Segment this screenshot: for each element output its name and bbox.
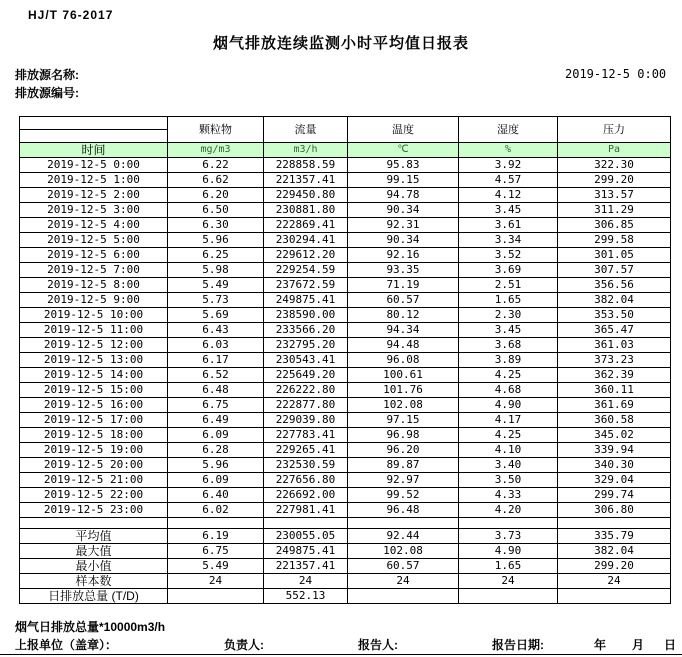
cell-value: 329.04 bbox=[558, 473, 671, 488]
summary-row bbox=[20, 544, 671, 559]
source-code-label: 排放源编号: bbox=[15, 86, 79, 100]
cell-value: 4.25 bbox=[459, 368, 558, 383]
summary-value: 1.65 bbox=[459, 559, 558, 574]
cell-value: 4.17 bbox=[459, 413, 558, 428]
cell-value: 227783.41 bbox=[264, 428, 348, 443]
summary-row bbox=[20, 529, 671, 544]
table-row bbox=[20, 383, 671, 398]
cell-value: 3.61 bbox=[459, 218, 558, 233]
spacer-cell bbox=[20, 518, 168, 529]
unit-pressure: Pa bbox=[558, 143, 671, 158]
time-header: 时间 bbox=[20, 143, 168, 158]
cell-value: 6.43 bbox=[168, 323, 264, 338]
cell-value: 306.80 bbox=[558, 503, 671, 518]
cell-value: 361.03 bbox=[558, 338, 671, 353]
table-row bbox=[20, 188, 671, 203]
cell-value: 99.15 bbox=[348, 173, 459, 188]
summary-value: 5.49 bbox=[168, 559, 264, 574]
cell-value: 80.12 bbox=[348, 308, 459, 323]
report-unit-label: 上报单位（盖章）： bbox=[15, 638, 118, 652]
unit-flow: m3/h bbox=[264, 143, 348, 158]
cell-value: 97.15 bbox=[348, 413, 459, 428]
row-time: 2019-12-5 9:00 bbox=[20, 293, 168, 308]
cell-value: 6.20 bbox=[168, 188, 264, 203]
summary-value: 4.90 bbox=[459, 544, 558, 559]
cell-value: 6.28 bbox=[168, 443, 264, 458]
cell-value: 99.52 bbox=[348, 488, 459, 503]
cell-value: 6.17 bbox=[168, 353, 264, 368]
row-time: 2019-12-5 5:00 bbox=[20, 233, 168, 248]
summary-row bbox=[20, 574, 671, 589]
table-row bbox=[20, 263, 671, 278]
standard-code: HJ/T 76-2017 bbox=[28, 8, 114, 22]
cell-value: 101.76 bbox=[348, 383, 459, 398]
time-header-bottom-cell bbox=[20, 130, 168, 143]
cell-value: 3.68 bbox=[459, 338, 558, 353]
cell-value: 5.98 bbox=[168, 263, 264, 278]
cell-value: 96.98 bbox=[348, 428, 459, 443]
cell-value: 233566.20 bbox=[264, 323, 348, 338]
cell-value: 5.49 bbox=[168, 278, 264, 293]
row-time: 2019-12-5 17:00 bbox=[20, 413, 168, 428]
cell-value: 3.34 bbox=[459, 233, 558, 248]
summary-value bbox=[168, 589, 264, 604]
cell-value: 228858.59 bbox=[264, 158, 348, 173]
cell-value: 60.57 bbox=[348, 293, 459, 308]
cell-value: 299.58 bbox=[558, 233, 671, 248]
row-time: 2019-12-5 19:00 bbox=[20, 443, 168, 458]
row-time: 2019-12-5 2:00 bbox=[20, 188, 168, 203]
cell-value: 4.68 bbox=[459, 383, 558, 398]
cell-value: 356.56 bbox=[558, 278, 671, 293]
table-row bbox=[20, 308, 671, 323]
cell-value: 90.34 bbox=[348, 233, 459, 248]
cell-value: 229612.20 bbox=[264, 248, 348, 263]
report-title: 烟气排放连续监测小时平均值日报表 bbox=[212, 35, 469, 52]
cell-value: 6.49 bbox=[168, 413, 264, 428]
summary-value: 60.57 bbox=[348, 559, 459, 574]
cell-value: 93.35 bbox=[348, 263, 459, 278]
summary-label: 日排放总量 (T/D) bbox=[20, 589, 168, 604]
summary-value: 24 bbox=[459, 574, 558, 589]
table-row bbox=[20, 233, 671, 248]
table-row bbox=[20, 218, 671, 233]
spacer-cell bbox=[558, 518, 671, 529]
cell-value: 360.11 bbox=[558, 383, 671, 398]
cell-value: 238590.00 bbox=[264, 308, 348, 323]
table-row bbox=[20, 368, 671, 383]
cell-value: 230543.41 bbox=[264, 353, 348, 368]
cell-value: 299.20 bbox=[558, 173, 671, 188]
summary-label: 样本数 bbox=[20, 574, 168, 589]
cell-value: 226222.80 bbox=[264, 383, 348, 398]
bottom-rule bbox=[0, 654, 682, 655]
summary-value bbox=[558, 589, 671, 604]
row-time: 2019-12-5 10:00 bbox=[20, 308, 168, 323]
row-time: 2019-12-5 20:00 bbox=[20, 458, 168, 473]
cell-value: 95.83 bbox=[348, 158, 459, 173]
row-time: 2019-12-5 21:00 bbox=[20, 473, 168, 488]
cell-value: 3.50 bbox=[459, 473, 558, 488]
cell-value: 229265.41 bbox=[264, 443, 348, 458]
table-row bbox=[20, 323, 671, 338]
month-label: 月 bbox=[632, 638, 645, 652]
table-body bbox=[20, 158, 671, 604]
cell-value: 3.45 bbox=[459, 323, 558, 338]
cell-value: 225649.20 bbox=[264, 368, 348, 383]
cell-value: 4.90 bbox=[459, 398, 558, 413]
cell-value: 6.48 bbox=[168, 383, 264, 398]
cell-value: 3.69 bbox=[459, 263, 558, 278]
cell-value: 362.39 bbox=[558, 368, 671, 383]
table-row bbox=[20, 278, 671, 293]
table-row bbox=[20, 488, 671, 503]
summary-value: 221357.41 bbox=[264, 559, 348, 574]
table-row bbox=[20, 248, 671, 263]
cell-value: 92.97 bbox=[348, 473, 459, 488]
summary-value: 335.79 bbox=[558, 529, 671, 544]
row-time: 2019-12-5 11:00 bbox=[20, 323, 168, 338]
cell-value: 345.02 bbox=[558, 428, 671, 443]
spacer-cell bbox=[348, 518, 459, 529]
summary-value bbox=[459, 589, 558, 604]
cell-value: 4.12 bbox=[459, 188, 558, 203]
cell-value: 71.19 bbox=[348, 278, 459, 293]
cell-value: 340.30 bbox=[558, 458, 671, 473]
summary-value: 24 bbox=[348, 574, 459, 589]
summary-value: 230055.05 bbox=[264, 529, 348, 544]
column-header-temperature: 温度 bbox=[348, 117, 459, 143]
report-datetime: 2019-12-5 0:00 bbox=[565, 67, 667, 81]
time-header-top-cell bbox=[20, 117, 168, 130]
summary-value: 92.44 bbox=[348, 529, 459, 544]
cell-value: 6.50 bbox=[168, 203, 264, 218]
summary-value: 552.13 bbox=[264, 589, 348, 604]
cell-value: 306.85 bbox=[558, 218, 671, 233]
row-time: 2019-12-5 16:00 bbox=[20, 398, 168, 413]
cell-value: 3.45 bbox=[459, 203, 558, 218]
summary-value: 24 bbox=[558, 574, 671, 589]
table-row bbox=[20, 338, 671, 353]
cell-value: 307.57 bbox=[558, 263, 671, 278]
unit-row bbox=[20, 143, 671, 158]
summary-value: 299.20 bbox=[558, 559, 671, 574]
unit-particulate: mg/m3 bbox=[168, 143, 264, 158]
cell-value: 3.89 bbox=[459, 353, 558, 368]
cell-value: 6.52 bbox=[168, 368, 264, 383]
cell-value: 4.33 bbox=[459, 488, 558, 503]
row-time: 2019-12-5 7:00 bbox=[20, 263, 168, 278]
cell-value: 5.69 bbox=[168, 308, 264, 323]
cell-value: 6.30 bbox=[168, 218, 264, 233]
cell-value: 92.16 bbox=[348, 248, 459, 263]
day-label: 日 bbox=[664, 638, 677, 652]
table-row bbox=[20, 158, 671, 173]
cell-value: 5.96 bbox=[168, 458, 264, 473]
summary-value: 249875.41 bbox=[264, 544, 348, 559]
cell-value: 6.02 bbox=[168, 503, 264, 518]
row-time: 2019-12-5 23:00 bbox=[20, 503, 168, 518]
cell-value: 2.51 bbox=[459, 278, 558, 293]
cell-value: 229254.59 bbox=[264, 263, 348, 278]
row-time: 2019-12-5 1:00 bbox=[20, 173, 168, 188]
summary-value: 24 bbox=[264, 574, 348, 589]
reporter-label: 报告人: bbox=[358, 638, 398, 652]
cell-value: 230881.80 bbox=[264, 203, 348, 218]
summary-value: 24 bbox=[168, 574, 264, 589]
spacer-cell bbox=[459, 518, 558, 529]
table-row bbox=[20, 458, 671, 473]
cell-value: 2.30 bbox=[459, 308, 558, 323]
spacer-cell bbox=[168, 518, 264, 529]
cell-value: 237672.59 bbox=[264, 278, 348, 293]
cell-value: 227656.80 bbox=[264, 473, 348, 488]
cell-value: 221357.41 bbox=[264, 173, 348, 188]
cell-value: 230294.41 bbox=[264, 233, 348, 248]
cell-value: 311.29 bbox=[558, 203, 671, 218]
table-row bbox=[20, 443, 671, 458]
row-time: 2019-12-5 3:00 bbox=[20, 203, 168, 218]
cell-value: 365.47 bbox=[558, 323, 671, 338]
cell-value: 102.08 bbox=[348, 398, 459, 413]
cell-value: 3.52 bbox=[459, 248, 558, 263]
cell-value: 96.48 bbox=[348, 503, 459, 518]
unit-temperature: ℃ bbox=[348, 143, 459, 158]
cell-value: 4.25 bbox=[459, 428, 558, 443]
table-row bbox=[20, 173, 671, 188]
table-row bbox=[20, 353, 671, 368]
cell-value: 382.04 bbox=[558, 293, 671, 308]
cell-value: 226692.00 bbox=[264, 488, 348, 503]
cell-value: 6.75 bbox=[168, 398, 264, 413]
manager-label: 负责人: bbox=[224, 638, 264, 652]
cell-value: 4.20 bbox=[459, 503, 558, 518]
cell-value: 4.57 bbox=[459, 173, 558, 188]
cell-value: 6.40 bbox=[168, 488, 264, 503]
row-time: 2019-12-5 13:00 bbox=[20, 353, 168, 368]
row-time: 2019-12-5 8:00 bbox=[20, 278, 168, 293]
cell-value: 299.74 bbox=[558, 488, 671, 503]
column-header-flow: 流量 bbox=[264, 117, 348, 143]
row-time: 2019-12-5 0:00 bbox=[20, 158, 168, 173]
cell-value: 90.34 bbox=[348, 203, 459, 218]
summary-value: 102.08 bbox=[348, 544, 459, 559]
spacer-cell bbox=[264, 518, 348, 529]
summary-row bbox=[20, 559, 671, 574]
table-row bbox=[20, 503, 671, 518]
summary-row bbox=[20, 589, 671, 604]
cell-value: 6.09 bbox=[168, 428, 264, 443]
cell-value: 4.10 bbox=[459, 443, 558, 458]
cell-value: 360.58 bbox=[558, 413, 671, 428]
row-time: 2019-12-5 18:00 bbox=[20, 428, 168, 443]
cell-value: 6.22 bbox=[168, 158, 264, 173]
row-time: 2019-12-5 14:00 bbox=[20, 368, 168, 383]
cell-value: 92.31 bbox=[348, 218, 459, 233]
cell-value: 222877.80 bbox=[264, 398, 348, 413]
cell-value: 353.50 bbox=[558, 308, 671, 323]
cell-value: 222869.41 bbox=[264, 218, 348, 233]
summary-value bbox=[348, 589, 459, 604]
spacer-row bbox=[20, 518, 671, 529]
row-time: 2019-12-5 22:00 bbox=[20, 488, 168, 503]
cell-value: 96.20 bbox=[348, 443, 459, 458]
row-time: 2019-12-5 12:00 bbox=[20, 338, 168, 353]
row-time: 2019-12-5 6:00 bbox=[20, 248, 168, 263]
table-row bbox=[20, 413, 671, 428]
cell-value: 1.65 bbox=[459, 293, 558, 308]
cell-value: 232530.59 bbox=[264, 458, 348, 473]
cell-value: 100.61 bbox=[348, 368, 459, 383]
cell-value: 322.30 bbox=[558, 158, 671, 173]
row-time: 2019-12-5 4:00 bbox=[20, 218, 168, 233]
summary-label: 最大值 bbox=[20, 544, 168, 559]
cell-value: 249875.41 bbox=[264, 293, 348, 308]
cell-value: 5.73 bbox=[168, 293, 264, 308]
source-name-label: 排放源名称: bbox=[15, 68, 79, 82]
cell-value: 6.25 bbox=[168, 248, 264, 263]
cell-value: 232795.20 bbox=[264, 338, 348, 353]
column-header-humidity: 湿度 bbox=[459, 117, 558, 143]
cell-value: 89.87 bbox=[348, 458, 459, 473]
summary-value: 3.73 bbox=[459, 529, 558, 544]
table-row bbox=[20, 203, 671, 218]
cell-value: 227981.41 bbox=[264, 503, 348, 518]
cell-value: 5.96 bbox=[168, 233, 264, 248]
year-label: 年 bbox=[594, 638, 607, 652]
cell-value: 6.62 bbox=[168, 173, 264, 188]
cell-value: 229039.80 bbox=[264, 413, 348, 428]
cell-value: 313.57 bbox=[558, 188, 671, 203]
summary-value: 382.04 bbox=[558, 544, 671, 559]
monitoring-data-table bbox=[19, 116, 671, 604]
cell-value: 94.48 bbox=[348, 338, 459, 353]
table-row bbox=[20, 293, 671, 308]
cell-value: 6.09 bbox=[168, 473, 264, 488]
cell-value: 361.69 bbox=[558, 398, 671, 413]
cell-value: 301.05 bbox=[558, 248, 671, 263]
header-row-top bbox=[20, 117, 671, 130]
summary-value: 6.75 bbox=[168, 544, 264, 559]
row-time: 2019-12-5 15:00 bbox=[20, 383, 168, 398]
cell-value: 6.03 bbox=[168, 338, 264, 353]
summary-label: 最小值 bbox=[20, 559, 168, 574]
footer-note: 烟气日排放总量*10000m3/h bbox=[15, 620, 166, 634]
cell-value: 96.08 bbox=[348, 353, 459, 368]
unit-humidity: % bbox=[459, 143, 558, 158]
cell-value: 94.78 bbox=[348, 188, 459, 203]
column-header-pressure: 压力 bbox=[558, 117, 671, 143]
report-date-label: 报告日期: bbox=[492, 638, 544, 652]
table-row bbox=[20, 398, 671, 413]
cell-value: 94.34 bbox=[348, 323, 459, 338]
table-row bbox=[20, 428, 671, 443]
cell-value: 3.40 bbox=[459, 458, 558, 473]
table-row bbox=[20, 473, 671, 488]
summary-label: 平均值 bbox=[20, 529, 168, 544]
cell-value: 339.94 bbox=[558, 443, 671, 458]
column-header-particulate: 颗粒物 bbox=[168, 117, 264, 143]
summary-value: 6.19 bbox=[168, 529, 264, 544]
cell-value: 229450.80 bbox=[264, 188, 348, 203]
cell-value: 373.23 bbox=[558, 353, 671, 368]
cell-value: 3.92 bbox=[459, 158, 558, 173]
